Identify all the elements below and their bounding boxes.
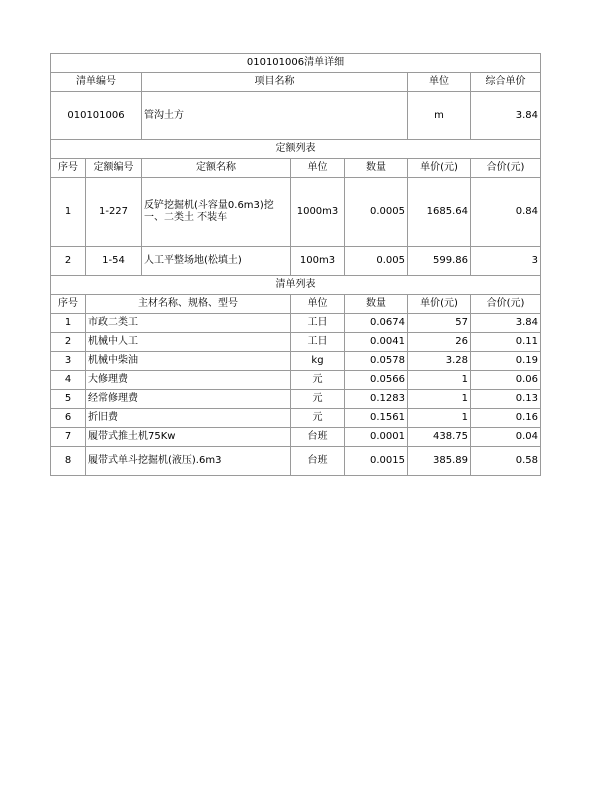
- material-row: [51, 352, 541, 371]
- material-row: [51, 447, 541, 476]
- material-name: 经常修理费: [86, 390, 291, 409]
- quota-price: 599.86: [408, 247, 471, 276]
- quota-name: 人工平整场地(松填土): [142, 247, 291, 276]
- material-price: 26: [408, 333, 471, 352]
- material-total: 0.13: [471, 390, 541, 409]
- material-total: 0.58: [471, 447, 541, 476]
- quota-header-name: 定额名称: [142, 159, 291, 178]
- materials-section-title: 清单列表: [51, 276, 541, 295]
- material-unit: 元: [291, 409, 345, 428]
- header-bill-code: 清单编号: [51, 73, 142, 92]
- material-unit: 台班: [291, 447, 345, 476]
- material-price: 1: [408, 390, 471, 409]
- header-unit: 单位: [408, 73, 471, 92]
- material-price: 438.75: [408, 428, 471, 447]
- material-row: [51, 390, 541, 409]
- materials-header-qty: 数量: [345, 295, 408, 314]
- material-no: 4: [51, 371, 86, 390]
- bill-code: 010101006: [51, 92, 142, 140]
- material-qty: 0.1561: [345, 409, 408, 428]
- bill-header-row: [51, 73, 541, 92]
- material-price: 1: [408, 371, 471, 390]
- material-name: 市政二类工: [86, 314, 291, 333]
- materials-header-total: 合价(元): [471, 295, 541, 314]
- title-row: [51, 54, 541, 73]
- material-qty: 0.0041: [345, 333, 408, 352]
- materials-header-unit: 单位: [291, 295, 345, 314]
- material-price: 57: [408, 314, 471, 333]
- materials-header-name: 主材名称、规格、型号: [86, 295, 291, 314]
- quota-header-qty: 数量: [345, 159, 408, 178]
- bill-price: 3.84: [471, 92, 541, 140]
- material-no: 1: [51, 314, 86, 333]
- quota-no: 1: [51, 178, 86, 247]
- material-name: 机械中人工: [86, 333, 291, 352]
- material-no: 8: [51, 447, 86, 476]
- material-qty: 0.0578: [345, 352, 408, 371]
- quota-header-price: 单价(元): [408, 159, 471, 178]
- material-total: 0.04: [471, 428, 541, 447]
- materials-header-no: 序号: [51, 295, 86, 314]
- material-no: 5: [51, 390, 86, 409]
- material-row: [51, 314, 541, 333]
- material-unit: 工日: [291, 333, 345, 352]
- quota-name: 反铲挖掘机(斗容量0.6m3)挖一、二类土 不装车: [142, 178, 291, 247]
- quota-header-code: 定额编号: [86, 159, 142, 178]
- quota-price: 1685.64: [408, 178, 471, 247]
- material-row: [51, 371, 541, 390]
- quota-header-unit: 单位: [291, 159, 345, 178]
- material-price: 385.89: [408, 447, 471, 476]
- bill-name: 管沟土方: [142, 92, 408, 140]
- material-name: 大修理费: [86, 371, 291, 390]
- header-item-name: 项目名称: [142, 73, 408, 92]
- quota-unit: 100m3: [291, 247, 345, 276]
- quota-header-row: [51, 159, 541, 178]
- materials-header-price: 单价(元): [408, 295, 471, 314]
- bill-unit: m: [408, 92, 471, 140]
- material-name: 折旧费: [86, 409, 291, 428]
- material-qty: 0.0566: [345, 371, 408, 390]
- header-unit-price: 综合单价: [471, 73, 541, 92]
- material-price: 3.28: [408, 352, 471, 371]
- material-total: 0.06: [471, 371, 541, 390]
- quota-row: [51, 247, 541, 276]
- material-qty: 0.0001: [345, 428, 408, 447]
- material-total: 3.84: [471, 314, 541, 333]
- quota-total: 0.84: [471, 178, 541, 247]
- bill-row: [51, 92, 541, 140]
- material-name: 机械中柴油: [86, 352, 291, 371]
- material-qty: 0.0015: [345, 447, 408, 476]
- material-unit: 元: [291, 390, 345, 409]
- material-unit: 台班: [291, 428, 345, 447]
- quota-unit: 1000m3: [291, 178, 345, 247]
- quota-section-row: [51, 140, 541, 159]
- material-name: 履带式单斗挖掘机(液压).6m3: [86, 447, 291, 476]
- material-total: 0.11: [471, 333, 541, 352]
- material-qty: 0.0674: [345, 314, 408, 333]
- quota-qty: 0.005: [345, 247, 408, 276]
- material-name: 履带式推土机75Kw: [86, 428, 291, 447]
- quota-header-total: 合价(元): [471, 159, 541, 178]
- bill-detail-table: [50, 53, 541, 476]
- materials-header-row: [51, 295, 541, 314]
- material-price: 1: [408, 409, 471, 428]
- material-total: 0.16: [471, 409, 541, 428]
- material-no: 3: [51, 352, 86, 371]
- material-row: [51, 409, 541, 428]
- quota-total: 3: [471, 247, 541, 276]
- quota-section-title: 定额列表: [51, 140, 541, 159]
- material-row: [51, 333, 541, 352]
- material-no: 2: [51, 333, 86, 352]
- material-row: [51, 428, 541, 447]
- materials-section-row: [51, 276, 541, 295]
- quota-code: 1-227: [86, 178, 142, 247]
- quota-no: 2: [51, 247, 86, 276]
- quota-code: 1-54: [86, 247, 142, 276]
- material-unit: 工日: [291, 314, 345, 333]
- quota-row: [51, 178, 541, 247]
- material-total: 0.19: [471, 352, 541, 371]
- material-qty: 0.1283: [345, 390, 408, 409]
- page-title: 010101006清单详细: [51, 54, 541, 73]
- quota-qty: 0.0005: [345, 178, 408, 247]
- material-no: 7: [51, 428, 86, 447]
- material-no: 6: [51, 409, 86, 428]
- material-unit: 元: [291, 371, 345, 390]
- material-unit: kg: [291, 352, 345, 371]
- quota-header-no: 序号: [51, 159, 86, 178]
